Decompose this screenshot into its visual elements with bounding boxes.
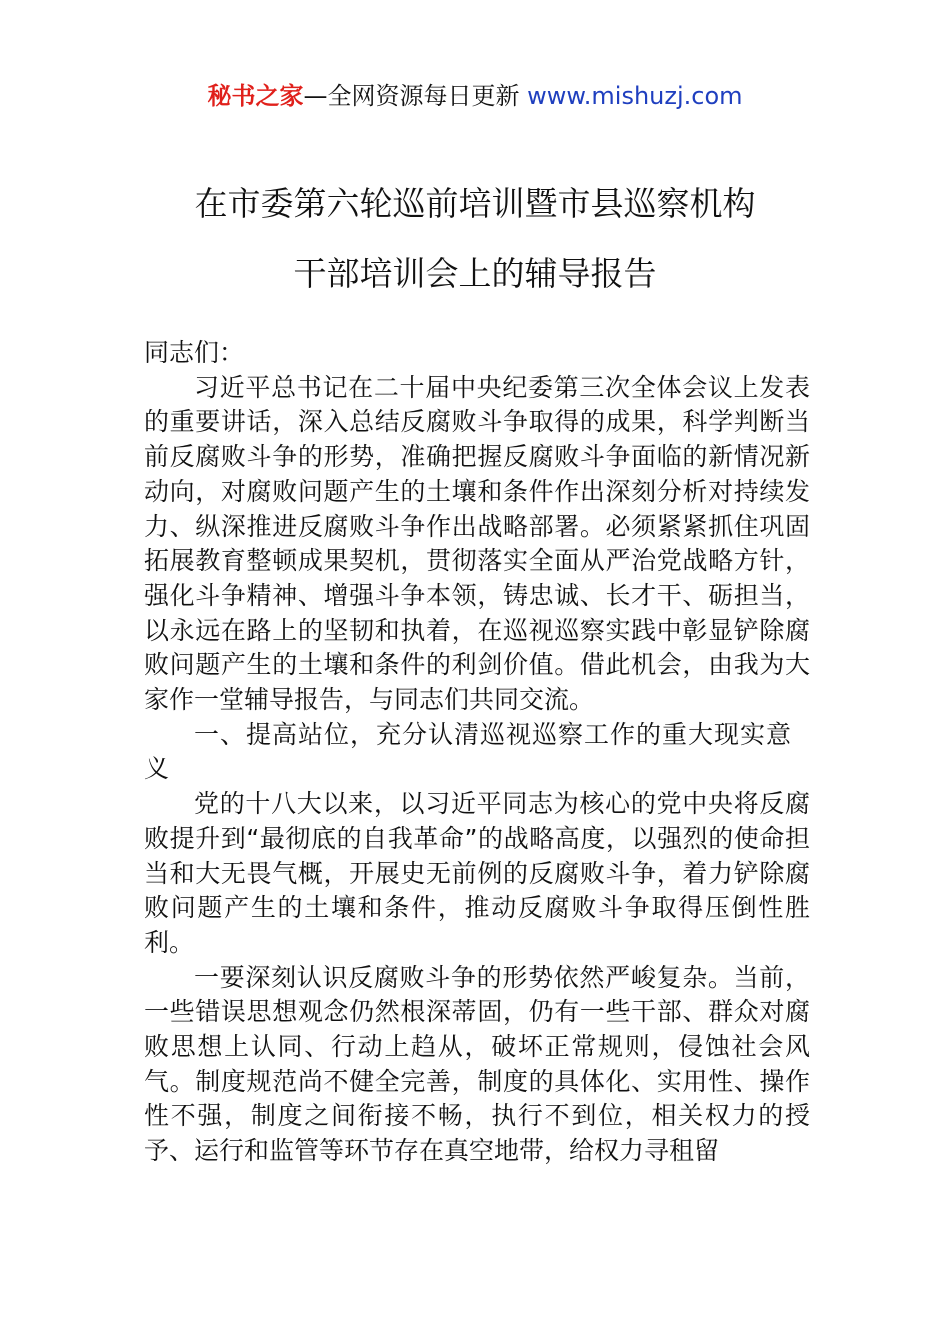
- section-heading-1: 一、提高站位，充分认清巡视巡察工作的重大现实意义: [144, 719, 793, 784]
- brand-name: 秘书之家: [207, 82, 304, 110]
- site-url-link[interactable]: www.mishuzj.com: [527, 82, 743, 110]
- salutation: 同志们：: [144, 338, 245, 367]
- paragraph-section-1-body: 党的十八大以来，以习近平同志为核心的党中央将反腐败提升到“最彻底的自我革命”的战略高度，以强烈的使命担当和大无畏气概，开展史无前例的反腐败斗争，着力铲除腐败问题产生的土壤和条件，推动反腐败斗争取得压倒性胜利。: [144, 789, 810, 957]
- site-header: [0, 80, 950, 112]
- document-body: [144, 336, 810, 1169]
- document-title-line-1: 在市委第六轮巡前培训暨市县巡察机构: [194, 184, 756, 223]
- header-tagline: —全网资源每日更新: [303, 82, 528, 110]
- document-title-line-2: 干部培训会上的辅导报告: [293, 254, 657, 293]
- paragraph-intro: 习近平总书记在二十届中央纪委第三次全体会议上发表的重要讲话，深入总结反腐败斗争取得的成果，科学判断当前反腐败斗争的形势，准确把握反腐败斗争面临的新情况新动向，对腐败问题产生的土壤和条件作出深刻分析对持续发力、纵深推进反腐败斗争作出战略部署。必须紧紧抓住巩固拓展教育整顿成果契机，贯彻落实全面从严治党战略方针，强化斗争精神、增强斗争本领，铸忠诚、长才干、砺担当，以永远在路上的坚韧和执着，在巡视巡察实践中彰显铲除腐败问题产生的土壤和条件的利剑价值。借此机会，由我为大家作一堂辅导报告，与同志们共同交流。: [144, 372, 810, 715]
- paragraph-point-1: 一要深刻认识反腐败斗争的形势依然严峻复杂。当前，一些错误思想观念仍然根深蒂固，仍有一些干部、群众对腐败思想上认同、行动上趋从，破坏正常规则，侵蚀社会风气。制度规范尚不健全完善，制度的具体化、实用性、操作性不强，制度之间衔接不畅，执行不到位，相关权力的授予、运行和监管等环节存在真空地带，给权力寻租留: [144, 962, 810, 1166]
